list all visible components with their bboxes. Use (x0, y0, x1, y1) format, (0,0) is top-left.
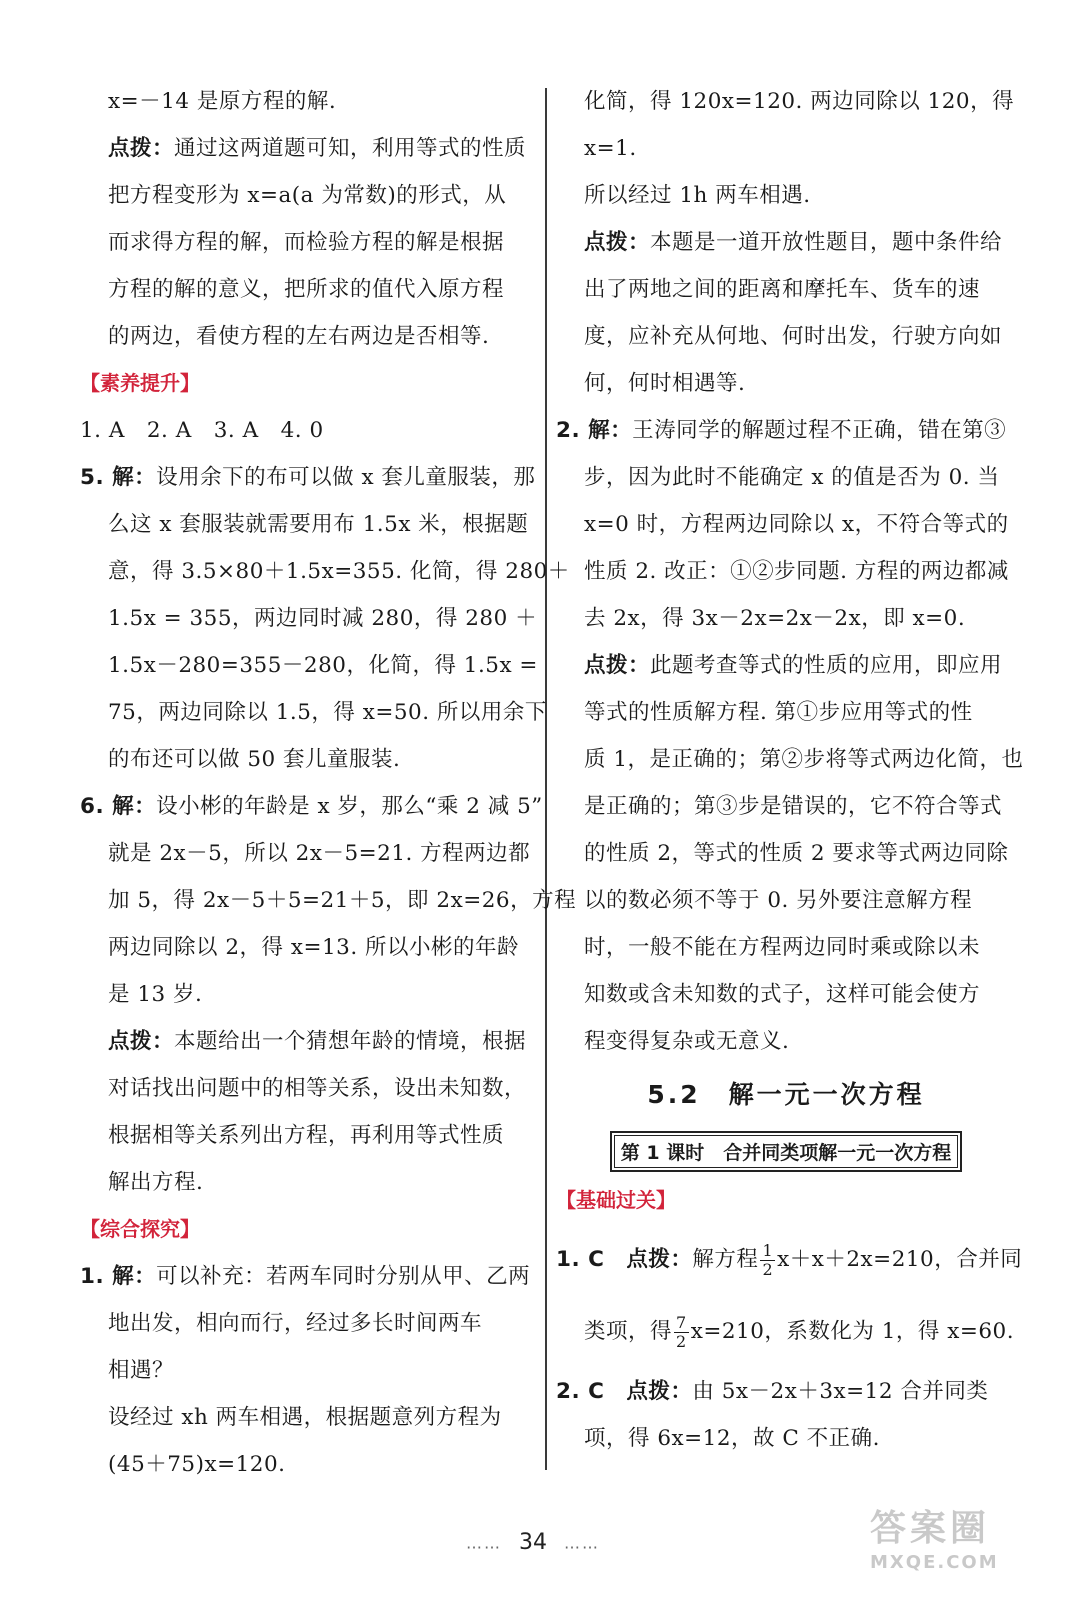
line-text: 意，得 3.5×80＋1.5x=355. 化简，得 280＋ (108, 559, 570, 584)
text-line (556, 1018, 1016, 1065)
line-text: 此题考查等式的性质的应用，即应用 (650, 653, 1003, 678)
text-line (556, 172, 1016, 219)
text-line (556, 736, 1024, 783)
line-text: 本题是一道开放性题目，题中条件给 (650, 230, 1003, 255)
text-line (556, 125, 1016, 172)
text-line (556, 548, 1016, 595)
line-text: 的两边，看使方程的左右两边是否相等. (108, 324, 490, 349)
line-text: x=0 时，方程两边同除以 x，不符合等式的 (584, 512, 1009, 537)
line-text: 么这 x 套服装就需要用布 1.5x 米，根据题 (108, 512, 529, 537)
watermark-logo (870, 1505, 1040, 1585)
text-line (556, 830, 1016, 877)
line-text: x=1. (584, 136, 637, 161)
footer-dots-right: …… (564, 1533, 600, 1553)
line-text: 1.5x = 355，两边同时减 280，得 280 ＋ (108, 606, 538, 631)
watermark-url: MXQE.COM (870, 1552, 999, 1573)
line-text: 程变得复杂或无意义. (584, 1029, 790, 1054)
line-text: 可以补充：若两车同时分别从甲、乙两 (156, 1264, 531, 1289)
line-label: 点拨： (584, 230, 651, 255)
text-line (80, 501, 542, 548)
line-text: 时，一般不能在方程两边同时乘或除以未 (584, 935, 981, 960)
line-text: 性质 2. 改正：①②步同题. 方程的两边都减 (584, 559, 1009, 584)
line-text: 设用余下的布可以做 x 套儿童服装，那 (156, 465, 536, 490)
q1-text-post: x＋x＋2x=210，合并同 (777, 1247, 1023, 1272)
text-line (80, 1347, 542, 1394)
section-header: 【综合探究】 (80, 1217, 200, 1241)
footer-dots-left: …… (466, 1533, 502, 1553)
line-text: 根据相等关系列出方程，再利用等式性质 (108, 1123, 505, 1148)
text-line (80, 1394, 542, 1441)
text-line (80, 877, 577, 924)
line-text: 以的数必须不等于 0. 另外要注意解方程 (584, 888, 973, 913)
text-line (80, 1159, 542, 1206)
text-line (80, 1112, 542, 1159)
text-line (80, 219, 542, 266)
line-text: 地出发，相向而行，经过多长时间两车 (108, 1311, 483, 1336)
line-text: 化简，得 120x=120. 两边同除以 120，得 (584, 89, 1015, 114)
text-line (80, 1253, 542, 1300)
q1-text-pre: 解方程 (692, 1247, 759, 1272)
line-label: 6. 解： (80, 794, 157, 819)
text-line (80, 78, 542, 125)
text-line (80, 172, 542, 219)
q2-line2: 项，得 6x=12，故 C 不正确. (584, 1426, 880, 1451)
line-text: 方程的解的意义，把所求的值代入原方程 (108, 277, 505, 302)
line-label: 点拨： (584, 653, 651, 678)
line-text: 何，何时相遇等. (584, 371, 746, 396)
left-column (80, 78, 577, 1488)
lesson-box-wrap (556, 1125, 1016, 1177)
q2-text: 由 5x－2x＋3x=12 合并同类 (692, 1379, 989, 1404)
fraction-numerator: 1 (762, 1240, 774, 1260)
line-text: 75，两边同除以 1.5，得 x=50. 所以用余下 (108, 700, 547, 725)
line-text: 知数或含未知数的式子，这样可能会使方 (584, 982, 981, 1007)
text-line (556, 266, 1016, 313)
line-text: 把方程变形为 x=a(a 为常数)的形式，从 (108, 183, 507, 208)
line-text: 就是 2x－5，所以 2x－5=21. 方程两边都 (108, 841, 531, 866)
text-line (80, 783, 542, 830)
fraction-seven-halves (674, 1314, 689, 1351)
watermark-title: 答案圈 (870, 1508, 991, 1549)
line-text: 等式的性质解方程. 第①步应用等式的性 (584, 700, 973, 725)
text-line (556, 595, 1016, 642)
text-line (556, 877, 1016, 924)
text-line (556, 642, 1016, 689)
line-label: 点拨： (108, 136, 175, 161)
right-column (556, 78, 1024, 1462)
line-text: 设小彬的年龄是 x 岁，那么“乘 2 减 5” (156, 794, 543, 819)
text-line (80, 548, 570, 595)
text-line (80, 454, 542, 501)
section-title: 5.2 解一元一次方程 (647, 1080, 925, 1109)
line-text: x=－14 是原方程的解. (108, 89, 337, 114)
text-line (80, 971, 542, 1018)
line-text: (45＋75)x=120. (108, 1452, 286, 1477)
text-line (80, 1300, 542, 1347)
line-text: 而求得方程的解，而检验方程的解是根据 (108, 230, 505, 255)
text-line (80, 642, 542, 689)
page-number: 34 (519, 1530, 547, 1555)
line-text: 加 5，得 2x－5＋5=21＋5，即 2x=26，方程 (108, 888, 577, 913)
lesson-box-label: 第 1 课时 合并同类项解一元一次方程 (614, 1135, 958, 1168)
q2-line1 (556, 1368, 1016, 1415)
line-label: 点拨： (108, 1029, 175, 1054)
line-text: 所以经过 1h 两车相遇. (584, 183, 811, 208)
text-line (80, 313, 542, 360)
q1-answer: 1. C (556, 1247, 627, 1272)
lesson-box (610, 1131, 962, 1172)
line-text: 是正确的；第③步是错误的，它不符合等式 (584, 794, 1003, 819)
fraction-numerator: 7 (676, 1312, 687, 1332)
text-line (556, 78, 1016, 125)
line-text: 是 13 岁. (108, 982, 203, 1007)
text-line (556, 313, 1016, 360)
q1-line1 (556, 1224, 1023, 1296)
line-text: 质 1，是正确的；第②步将等式两边化简，也 (584, 747, 1024, 772)
text-line (556, 501, 1016, 548)
fraction-one-half (760, 1242, 775, 1279)
line-text: 相遇？ (108, 1358, 175, 1383)
text-line (80, 689, 547, 736)
text-line (556, 407, 1016, 454)
line-text: 度，应补充从何地、何时出发，行驶方向如 (584, 324, 1003, 349)
line-text: 通过这两道题可知，利用等式的性质 (174, 136, 527, 161)
line-text: 1.5x－280=355－280，化简，得 1.5x = (108, 653, 538, 678)
line-text: 1. A 2. A 3. A 4. 0 (80, 418, 324, 443)
line-text: 解出方程. (108, 1170, 204, 1195)
line-text: 对话找出问题中的相等关系，设出未知数， (108, 1076, 527, 1101)
right-column-text (556, 78, 1024, 1065)
line-text: 王涛同学的解题过程不正确，错在第③ (632, 418, 1007, 443)
text-line (80, 1441, 542, 1488)
line-text: 去 2x，得 3x－2x=2x－2x，即 x=0. (584, 606, 966, 631)
text-line (556, 924, 1016, 971)
section-header-basic: 【基础过关】 (556, 1188, 676, 1212)
text-line (556, 971, 1016, 1018)
text-line (80, 924, 542, 971)
text-line (80, 266, 542, 313)
line-label: 5. 解： (80, 465, 157, 490)
line-label: 2. 解： (556, 418, 633, 443)
line-text: 两边同除以 2，得 x=13. 所以小彬的年龄 (108, 935, 520, 960)
q1-line2-pre: 类项，得 (584, 1319, 673, 1344)
line-text: 步，因为此时不能确定 x 的值是否为 0. 当 (584, 465, 1000, 490)
line-text: 本题给出一个猜想年龄的情境，根据 (174, 1029, 527, 1054)
text-line (80, 736, 542, 783)
text-line (556, 360, 1016, 407)
text-line (556, 783, 1016, 830)
q1-line2 (556, 1296, 1016, 1368)
fraction-denominator: 2 (762, 1259, 774, 1279)
fraction-denominator: 2 (676, 1331, 687, 1351)
text-line (80, 407, 542, 454)
text-line (556, 219, 1016, 266)
line-text: 出了两地之间的距离和摩托车、货车的速 (584, 277, 981, 302)
text-line (80, 830, 542, 877)
line-text: 的布还可以做 50 套儿童服装. (108, 747, 401, 772)
q2-hint-label: 点拨： (626, 1379, 693, 1404)
line-label: 1. 解： (80, 1264, 157, 1289)
section-header: 【素养提升】 (80, 371, 200, 395)
line-text: 设经过 xh 两车相遇，根据题意列方程为 (108, 1405, 502, 1430)
text-line (556, 689, 1016, 736)
q2-answer: 2. C (556, 1379, 627, 1404)
text-line (80, 1018, 542, 1065)
line-text: 的性质 2，等式的性质 2 要求等式两边同除 (584, 841, 1009, 866)
text-line (80, 1065, 542, 1112)
text-line (556, 454, 1016, 501)
q1-line2-post: x=210，系数化为 1，得 x=60. (690, 1319, 1015, 1344)
q1-hint-label: 点拨： (626, 1247, 693, 1272)
text-line (80, 595, 542, 642)
column-divider (545, 88, 547, 1470)
text-line (80, 125, 542, 172)
